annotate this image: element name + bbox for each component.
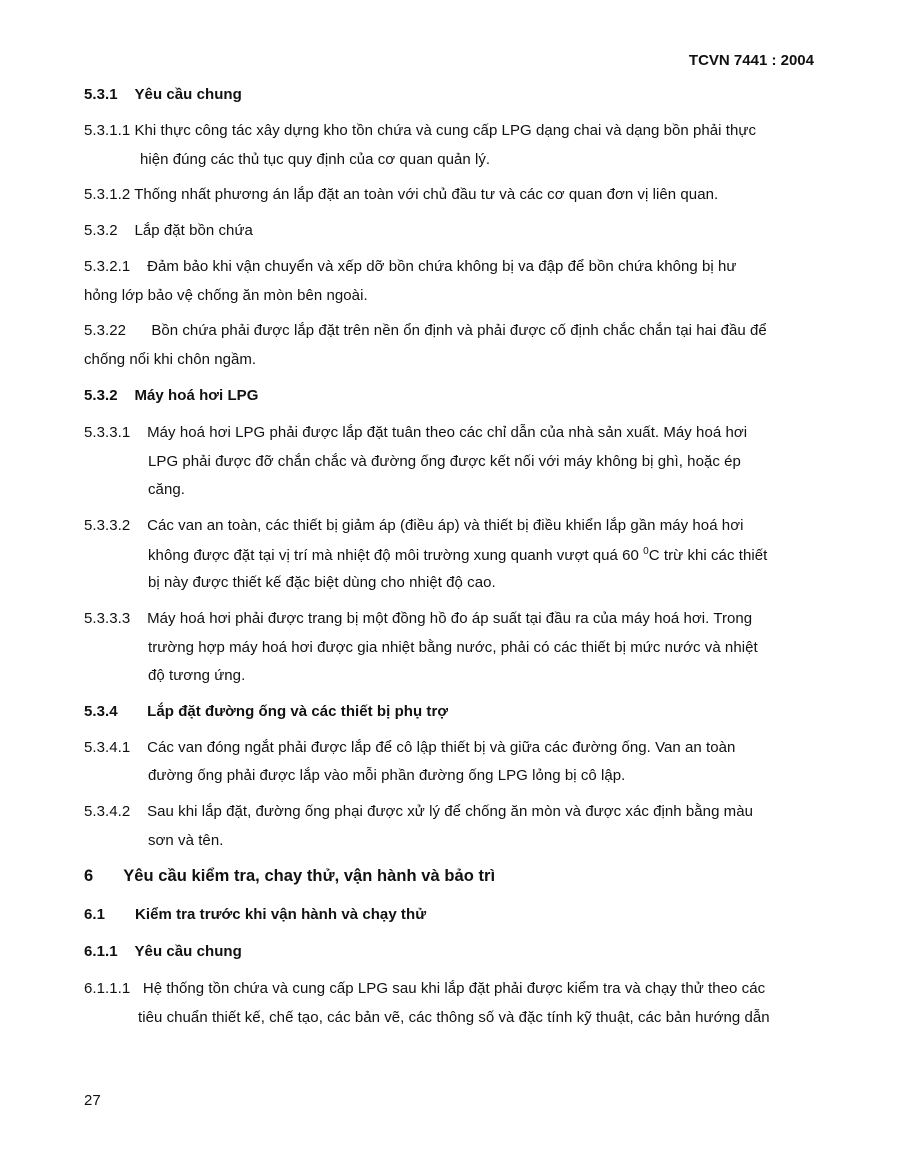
section-number: 5.3.1.1 <box>84 122 131 139</box>
para-5-3-1-2 <box>84 186 718 203</box>
para-5-3-3-2-line-2 <box>148 546 767 564</box>
section-number: 5.3.22 <box>84 322 127 339</box>
heading-6-1 <box>84 906 426 923</box>
para-5-3-4-1-line-2: đường ống phải được lắp vào mỗi phần đường ống LPG lỏng bị cô lập. <box>148 767 626 784</box>
section-number: 5.3.1.2 <box>84 186 131 203</box>
section-number: 5.3.4.2 <box>84 803 131 820</box>
para-6-1-1-1-line-1 <box>84 980 765 997</box>
para-5-3-1-1-line-2: hiện đúng các thủ tục quy định của cơ quan quản lý. <box>140 151 491 168</box>
degree-superscript: 0 <box>643 546 649 557</box>
section-number: 5.3.2 <box>84 387 118 404</box>
para-5-3-3-1-line-2: LPG phải được đỡ chắn chắc và đường ống được kết nối với máy không bị ghì, hoặc ép <box>148 453 741 470</box>
section-number: 5.3.2 <box>84 222 118 239</box>
section-number: 6 <box>84 867 94 885</box>
paragraph-text: Khi thực công tác xây dựng kho tồn chứa và cung cấp LPG dạng chai và dạng bồn phải thực <box>134 122 757 139</box>
paragraph-text: Máy hoá hơi LPG phải được lắp đặt tuân theo các chỉ dẫn của nhà sản xuất. Máy hoá hơi <box>147 424 748 441</box>
heading-6-1-1 <box>84 943 242 960</box>
section-title: Kiểm tra trước khi vận hành và chạy thử <box>135 906 427 923</box>
page-number: 27 <box>84 1092 101 1109</box>
section-title: Yêu cầu chung <box>134 86 242 103</box>
heading-6 <box>84 867 495 886</box>
para-5-3-3-3-line-2: trường hợp máy hoá hơi được gia nhiệt bằng nước, phải có các thiết bị mức nước và nhiệt <box>148 639 758 656</box>
para-5-3-3-3-line-1 <box>84 610 752 627</box>
section-title: Máy hoá hơi LPG <box>134 387 259 404</box>
para-5-3-22-line-2: chống nổi khi chôn ngầm. <box>84 351 257 368</box>
section-number: 6.1 <box>84 906 106 923</box>
paragraph-text: Sau khi lắp đặt, đường ống phại được xử lý để chống ăn mòn và được xác định bằng màu <box>147 803 754 820</box>
section-number: 5.3.1 <box>84 86 118 103</box>
para-5-3-3-3-line-3: độ tương ứng. <box>148 667 246 684</box>
paragraph-text: C trừ khi các thiết <box>648 547 768 564</box>
section-number: 5.3.3.1 <box>84 424 131 441</box>
section-title: Lắp đặt đường ống và các thiết bị phụ trợ <box>147 703 449 720</box>
standard-code: TCVN 7441 : 2004 <box>688 52 814 69</box>
paragraph-text: Máy hoá hơi phải được trang bị một đồng hồ đo áp suất tại đầu ra của máy hoá hơi. Trong <box>147 610 753 627</box>
para-5-3-4-2-line-2: sơn và tên. <box>148 832 224 849</box>
paragraph-text: Hệ thống tồn chứa và cung cấp LPG sau khi lắp đặt phải được kiểm tra và chạy thử theo các <box>142 980 766 997</box>
para-5-3-3-2-line-1 <box>84 517 743 534</box>
para-5-3-1-1-line-1 <box>84 122 756 139</box>
section-number: 5.3.3.2 <box>84 517 131 534</box>
section-number: 6.1.1 <box>84 943 118 960</box>
paragraph-text: Bồn chứa phải được lắp đặt trên nền ổn định và phải được cố định chắc chắn tại hai đầu để <box>151 322 767 339</box>
para-5-3-22-line-1 <box>84 322 767 339</box>
heading-5-3-4 <box>84 703 448 720</box>
paragraph-text: không được đặt tại vị trí mà nhiệt độ môi trường xung quanh vượt quá 60 <box>148 547 639 564</box>
paragraph-text: Các van đóng ngắt phải được lắp để cô lập thiết bị và giữa các đường ống. Van an toàn <box>147 739 736 756</box>
para-5-3-3-1-line-1 <box>84 424 747 441</box>
section-number: 5.3.2.1 <box>84 258 131 275</box>
para-5-3-3-1-line-3: căng. <box>148 481 185 498</box>
section-title: Yêu cầu kiểm tra, chay thử, vận hành và bảo trì <box>123 867 496 885</box>
heading-vaporizer <box>84 387 258 404</box>
heading-5-3-1 <box>84 86 242 103</box>
para-5-3-4-1-line-1 <box>84 739 735 756</box>
heading-5-3-2 <box>84 222 253 239</box>
paragraph-text: Thống nhất phương án lắp đặt an toàn với chủ đầu tư và các cơ quan đơn vị liên quan. <box>134 186 719 203</box>
para-5-3-3-2-line-3: bị này được thiết kế đặc biệt dùng cho nhiệt độ cao. <box>148 574 496 591</box>
para-6-1-1-1-line-2: tiêu chuẩn thiết kế, chế tạo, các bản vẽ, các thông số và đặc tính kỹ thuật, các bản hướng dẫn <box>138 1009 770 1026</box>
para-5-3-2-1-line-1 <box>84 258 737 275</box>
section-number: 5.3.4 <box>84 703 118 720</box>
section-title: Lắp đặt bồn chứa <box>134 222 253 239</box>
section-number: 6.1.1.1 <box>84 980 131 997</box>
section-title: Yêu cầu chung <box>134 943 242 960</box>
para-5-3-2-1-line-2: hỏng lớp bảo vệ chống ăn mòn bên ngoài. <box>84 287 368 304</box>
paragraph-text: Các van an toàn, các thiết bị giảm áp (điều áp) và thiết bị điều khiển lắp gần máy hoá hơi <box>147 517 744 534</box>
section-number: 5.3.4.1 <box>84 739 131 756</box>
section-number: 5.3.3.3 <box>84 610 131 627</box>
paragraph-text: Đảm bảo khi vận chuyển và xếp dỡ bồn chứa không bị va đập để bồn chứa không bị hư <box>147 258 737 275</box>
para-5-3-4-2-line-1 <box>84 803 753 820</box>
